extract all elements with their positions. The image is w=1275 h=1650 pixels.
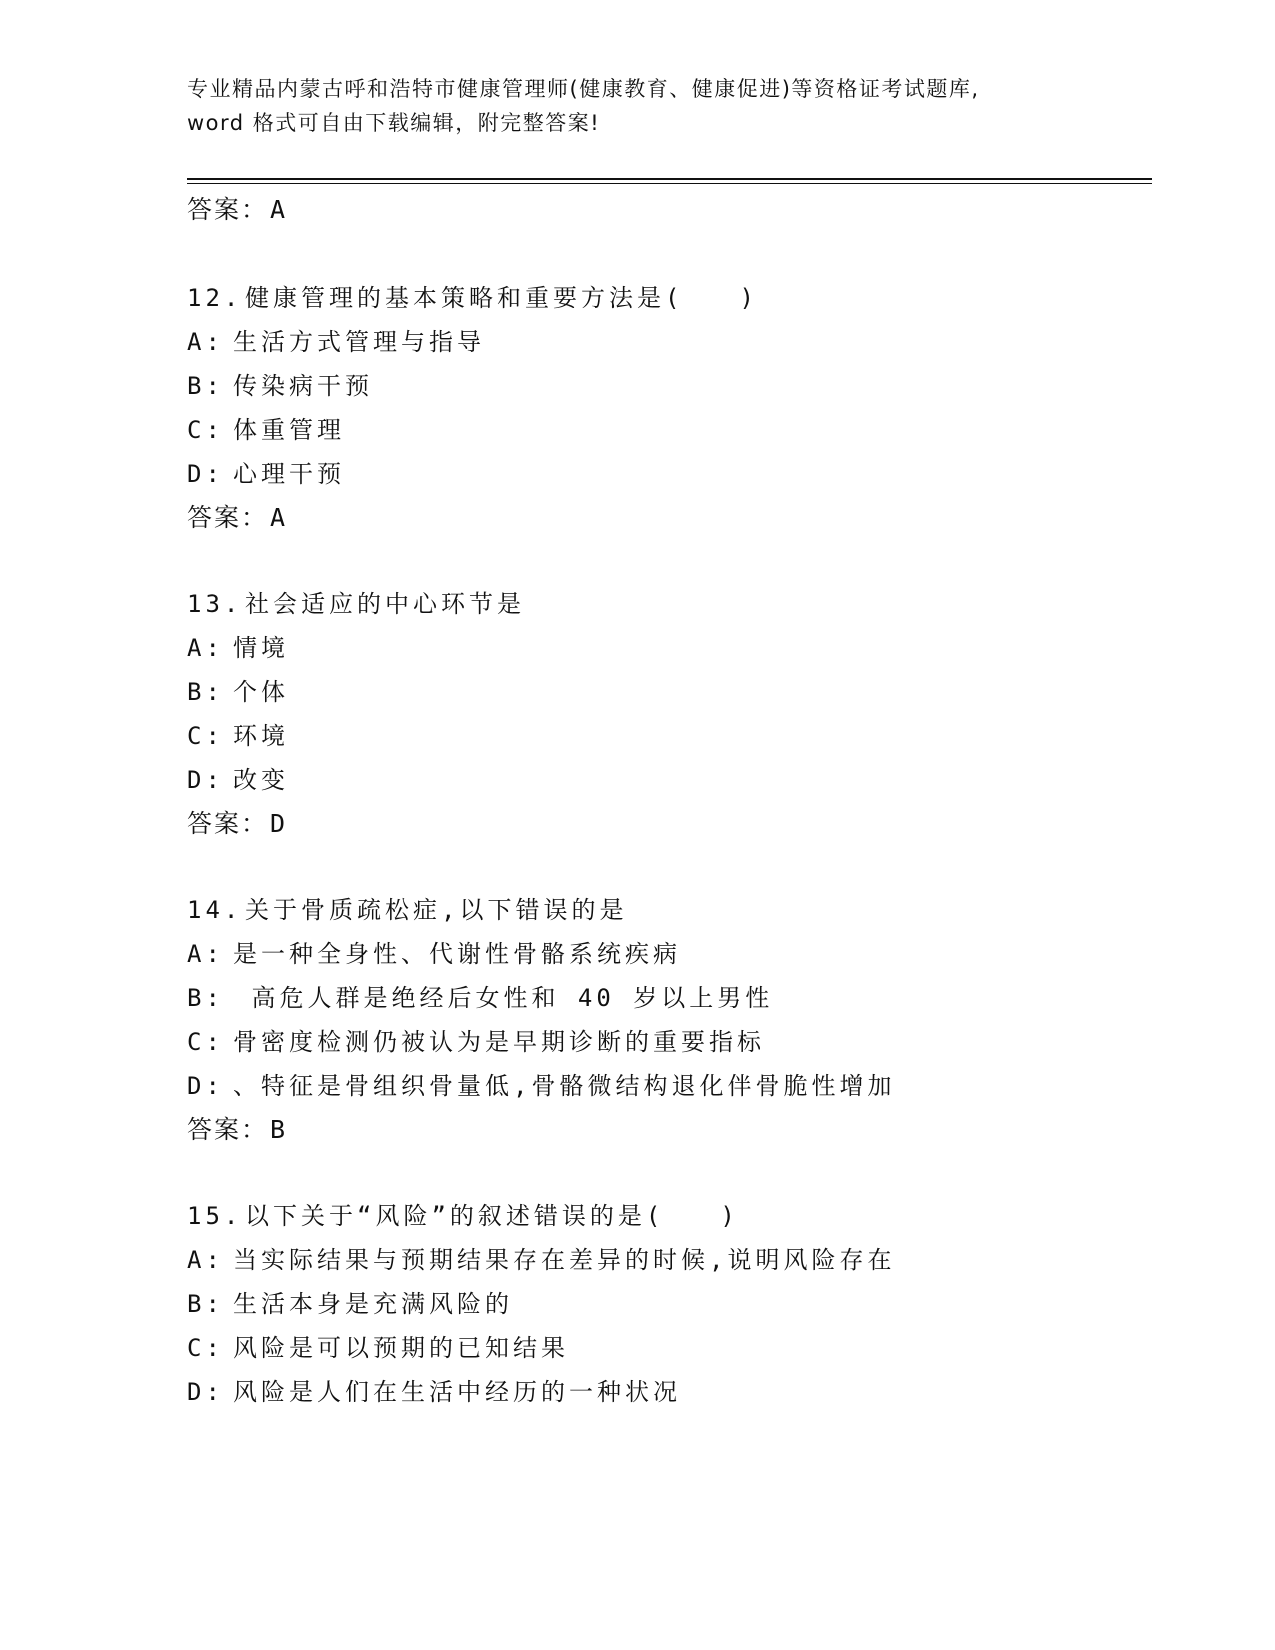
option-text: 生活方式管理与指导 bbox=[233, 328, 485, 356]
question-text: 以下关于“风险”的叙述错误的是( ) bbox=[245, 1202, 739, 1230]
option-text: 改变 bbox=[233, 766, 289, 794]
question-text: 健康管理的基本策略和重要方法是( ) bbox=[245, 284, 758, 312]
question-12-stem bbox=[187, 282, 758, 314]
option-text: 情境 bbox=[233, 634, 289, 662]
option-text: 个体 bbox=[233, 678, 289, 706]
option-letter: B: bbox=[187, 1290, 224, 1318]
answer-label: 答案： bbox=[187, 809, 269, 838]
question-12-option-d bbox=[187, 458, 345, 490]
option-letter: A: bbox=[187, 940, 224, 968]
option-text: 生活本身是充满风险的 bbox=[233, 1290, 513, 1318]
question-number: 12. bbox=[187, 284, 243, 312]
header-divider-thick bbox=[187, 178, 1152, 180]
answer-value: D bbox=[270, 809, 287, 838]
option-letter: C: bbox=[187, 416, 224, 444]
question-13-option-d bbox=[187, 764, 289, 796]
header-line-2: word 格式可自由下载编辑，附完整答案! bbox=[187, 111, 601, 135]
answer-value: B bbox=[270, 1115, 287, 1144]
answer-label: 答案： bbox=[187, 1115, 269, 1144]
option-text: 风险是可以预期的已知结果 bbox=[233, 1334, 569, 1362]
option-letter: C: bbox=[187, 722, 224, 750]
option-text: 体重管理 bbox=[233, 416, 345, 444]
header-line-1: 专业精品内蒙古呼和浩特市健康管理师(健康教育、健康促进)等资格证考试题库, bbox=[187, 77, 980, 101]
header-divider-thin bbox=[187, 183, 1152, 184]
option-text: 高危人群是绝经后女性和 40 岁以上男性 bbox=[233, 984, 774, 1012]
question-13-stem bbox=[187, 588, 525, 620]
question-14-option-c bbox=[187, 1026, 765, 1058]
option-letter: C: bbox=[187, 1028, 224, 1056]
option-letter: C: bbox=[187, 1334, 224, 1362]
answer-value: A bbox=[270, 195, 287, 224]
option-letter: D: bbox=[187, 766, 224, 794]
question-14-option-d bbox=[187, 1070, 895, 1102]
question-12-answer bbox=[187, 502, 286, 534]
question-15-option-a bbox=[187, 1244, 895, 1276]
question-14-option-b bbox=[187, 982, 773, 1014]
option-letter: B: bbox=[187, 678, 224, 706]
answer-label: 答案： bbox=[187, 195, 269, 224]
question-text: 社会适应的中心环节是 bbox=[245, 590, 525, 618]
option-text: 骨密度检测仍被认为是早期诊断的重要指标 bbox=[233, 1028, 765, 1056]
option-letter: A: bbox=[187, 328, 224, 356]
option-text: 当实际结果与预期结果存在差异的时候,说明风险存在 bbox=[233, 1246, 896, 1274]
question-15-option-c bbox=[187, 1332, 569, 1364]
question-15-option-b bbox=[187, 1288, 513, 1320]
question-14-answer bbox=[187, 1114, 286, 1146]
question-15-stem bbox=[187, 1200, 739, 1232]
option-letter: B: bbox=[187, 372, 224, 400]
option-letter: D: bbox=[187, 460, 224, 488]
question-text: 关于骨质疏松症,以下错误的是 bbox=[245, 896, 628, 924]
document-header bbox=[187, 72, 1087, 140]
question-15-option-d bbox=[187, 1376, 681, 1408]
question-13-answer bbox=[187, 808, 286, 840]
option-text: 心理干预 bbox=[233, 460, 345, 488]
answer-label: 答案： bbox=[187, 503, 269, 532]
question-14-option-a bbox=[187, 938, 681, 970]
option-letter: D: bbox=[187, 1378, 224, 1406]
question-13-option-c bbox=[187, 720, 289, 752]
question-13-option-b bbox=[187, 676, 289, 708]
question-13-option-a bbox=[187, 632, 289, 664]
question-14-stem bbox=[187, 894, 627, 926]
question-number: 15. bbox=[187, 1202, 243, 1230]
question-number: 14. bbox=[187, 896, 243, 924]
option-text: 传染病干预 bbox=[233, 372, 373, 400]
option-text: 、特征是骨组织骨量低,骨骼微结构退化伴骨脆性增加 bbox=[233, 1072, 896, 1100]
answer-line-prev bbox=[187, 194, 286, 226]
option-text: 是一种全身性、代谢性骨骼系统疾病 bbox=[233, 940, 681, 968]
option-letter: D: bbox=[187, 1072, 224, 1100]
option-letter: A: bbox=[187, 1246, 224, 1274]
question-number: 13. bbox=[187, 590, 243, 618]
question-12-option-a bbox=[187, 326, 485, 358]
option-text: 环境 bbox=[233, 722, 289, 750]
question-12-option-c bbox=[187, 414, 345, 446]
question-12-option-b bbox=[187, 370, 373, 402]
answer-value: A bbox=[270, 503, 287, 532]
option-text: 风险是人们在生活中经历的一种状况 bbox=[233, 1378, 681, 1406]
option-letter: A: bbox=[187, 634, 224, 662]
option-letter: B: bbox=[187, 984, 224, 1012]
